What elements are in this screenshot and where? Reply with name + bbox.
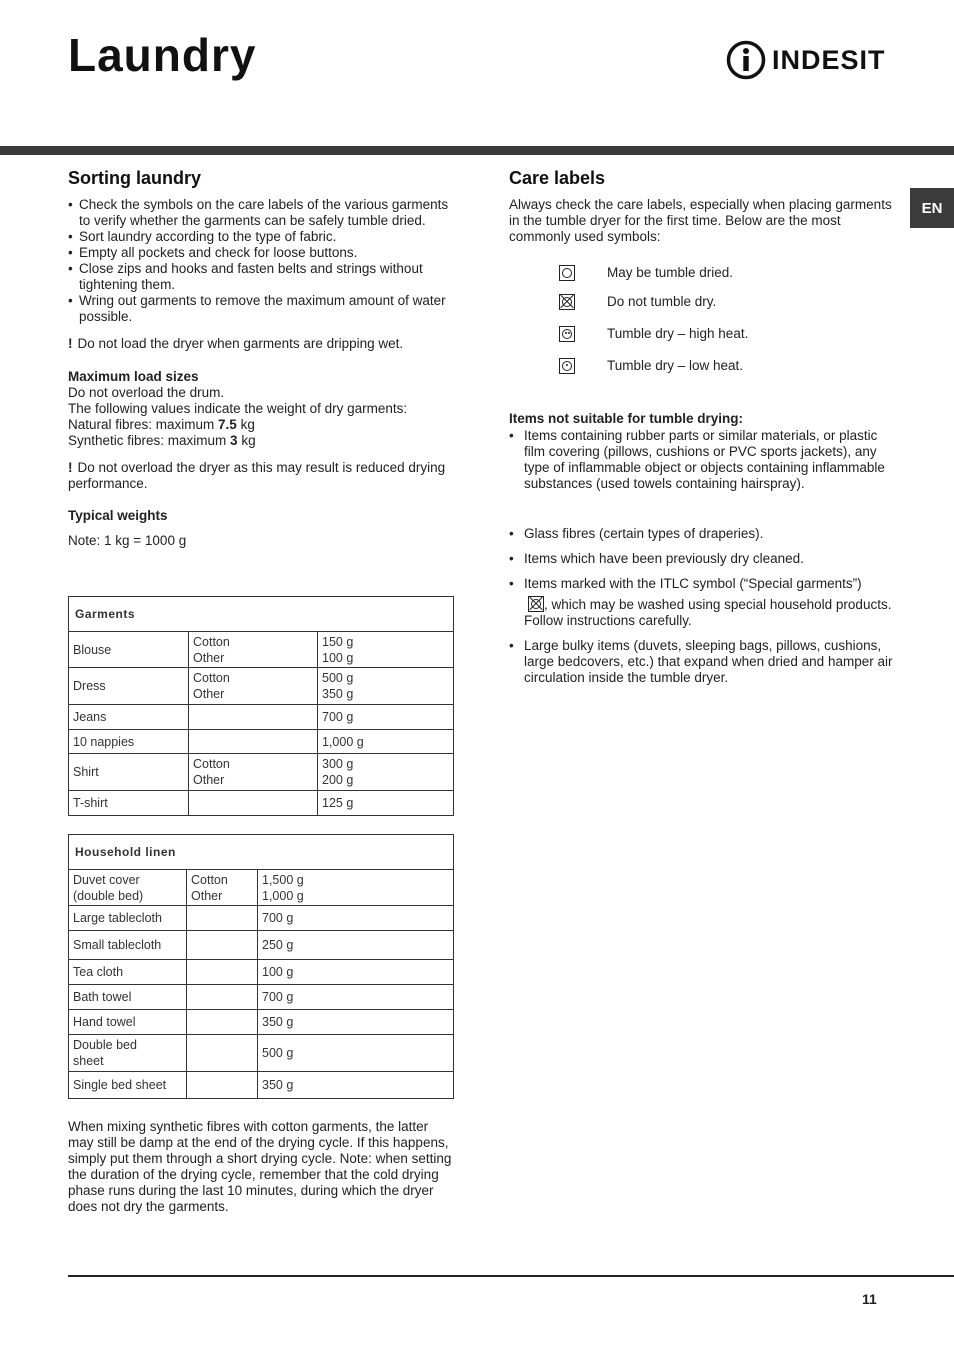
page-title: Laundry — [68, 29, 257, 81]
list-item: • Items containing rubber parts or similar materials, or plastic film covering (pillows, cushions or PVC sports jackets), any type of inflammable object or objects containing inflammable substances (used towels containing hairspray). — [509, 428, 899, 492]
list-item — [509, 576, 899, 629]
tumble-dry-icon — [559, 265, 575, 281]
item-cell: Hand towel — [69, 1010, 187, 1035]
fabric-cell — [189, 730, 318, 754]
weight-cell: 100 g — [258, 960, 454, 985]
brand-logo — [726, 40, 886, 80]
natural-unit: kg — [236, 417, 255, 432]
section-heading: Care labels — [509, 168, 606, 188]
table-row — [69, 985, 454, 1010]
table-row — [69, 754, 454, 791]
item-cell: Large tablecloth — [69, 906, 187, 931]
weight-value: 150 g — [322, 634, 354, 649]
weight-cell — [258, 870, 454, 906]
fabric-value: Other — [193, 773, 225, 787]
symbol-label: Tumble dry – high heat. — [607, 325, 749, 341]
typical-weights-note: Note: 1 kg = 1000 g — [68, 533, 187, 548]
item-cell: Shirt — [69, 754, 189, 791]
synthetic-fibres-line — [68, 433, 454, 449]
do-not-tumble-dry-icon — [559, 294, 575, 310]
item-value: Duvet cover — [73, 872, 140, 887]
symbol-label: Do not tumble dry. — [607, 293, 717, 309]
weight-cell: 700 g — [318, 705, 454, 730]
not-suitable-heading: Items not suitable for tumble drying: — [509, 411, 744, 426]
mixing-note: When mixing synthetic fibres with cotton garments, the latter may still be damp at the end of the drying cycle. If this happens, simply put them through a short drying cycle. Note: when setting the duration of the drying cycle, remember that the cold drying phase runs during the last 10 minutes, during which the dryer does not dry the garments. — [68, 1119, 452, 1214]
weight-value: 500 g — [322, 671, 354, 685]
item-value: (double bed) — [73, 888, 144, 903]
max-load-heading: Maximum load sizes — [68, 369, 199, 384]
warning-text: Do not load the dryer when garments are dripping wet. — [77, 336, 404, 351]
list-item: • Glass fibres (certain types of draperies). — [509, 526, 899, 542]
warning-mark: ! — [68, 460, 73, 475]
table-row — [69, 668, 454, 705]
fabric-cell — [187, 1035, 258, 1072]
symbol-row — [559, 258, 899, 287]
fabric-cell — [187, 1010, 258, 1035]
item-cell: 10 nappies — [69, 730, 189, 754]
item-cell: Bath towel — [69, 985, 187, 1010]
item-cell: Jeans — [69, 705, 189, 730]
item-cell — [69, 870, 187, 906]
list-item: • Items which have been previously dry cleaned. — [509, 551, 899, 567]
table-row — [69, 906, 454, 931]
max-load-line: The following values indicate the weight of dry garments: — [68, 401, 408, 416]
symbol-label: Tumble dry – low heat. — [607, 357, 744, 373]
list-item: • Close zips and hooks and fasten belts and strings without tightening them. — [68, 261, 454, 293]
table-row — [69, 1072, 454, 1099]
fabric-cell — [187, 960, 258, 985]
item-cell: Blouse — [69, 632, 189, 668]
indesit-logo-icon — [726, 40, 766, 80]
table-header: Garments — [69, 597, 454, 632]
weight-cell: 700 g — [258, 906, 454, 931]
household-linen-table — [68, 834, 454, 1099]
table-row — [69, 960, 454, 985]
fabric-value: Cotton — [193, 757, 230, 771]
item-cell: T-shirt — [69, 791, 189, 816]
sorting-bullets — [68, 197, 454, 325]
table-row — [69, 1010, 454, 1035]
weight-value: 1,000 g — [262, 888, 304, 903]
typical-weights-heading: Typical weights — [68, 508, 168, 523]
weight-value: 1,500 g — [262, 872, 304, 887]
list-item: • Check the symbols on the care labels of the various garments to verify whether the garments can be safely tumble dried. — [68, 197, 454, 229]
weight-cell: 350 g — [258, 1072, 454, 1099]
weight-cell: 350 g — [258, 1010, 454, 1035]
symbol-row — [559, 351, 899, 380]
fabric-cell — [189, 668, 318, 705]
tumble-dry-high-heat-icon — [559, 326, 575, 342]
item-cell: Dress — [69, 668, 189, 705]
weight-cell — [318, 632, 454, 668]
language-tab: EN — [910, 188, 954, 228]
fabric-value: Other — [193, 687, 225, 701]
symbol-row — [559, 316, 899, 351]
table-row — [69, 931, 454, 960]
synthetic-unit: kg — [237, 433, 256, 448]
weight-cell — [318, 668, 454, 705]
list-item: • Empty all pockets and check for loose buttons. — [68, 245, 454, 261]
fabric-value: Cotton — [193, 634, 230, 649]
warning-text: Do not overload the dryer as this may result is reduced drying performance. — [68, 460, 446, 491]
max-load-line: Do not overload the drum. — [68, 385, 225, 400]
item-value: Double bed — [73, 1038, 137, 1052]
fabric-value: Other — [191, 888, 223, 903]
table-row — [69, 705, 454, 730]
symbol-row — [559, 287, 899, 316]
fabric-cell — [187, 906, 258, 931]
weight-cell: 700 g — [258, 985, 454, 1010]
brand-wordmark: INDESIT — [772, 44, 886, 75]
weight-cell: 250 g — [258, 931, 454, 960]
weight-value: 300 g — [322, 757, 354, 771]
table-row — [69, 791, 454, 816]
special-garments-icon — [528, 596, 544, 612]
table-row — [69, 632, 454, 668]
item-cell — [69, 1035, 187, 1072]
care-labels-section — [509, 170, 899, 686]
tumble-dry-low-heat-icon — [559, 358, 575, 374]
list-item: • Sort laundry according to the type of fabric. — [68, 229, 454, 245]
synthetic-value: 3 — [230, 433, 238, 448]
item-cell: Small tablecloth — [69, 931, 187, 960]
weight-value: 100 g — [322, 650, 354, 665]
warning-overload — [68, 460, 454, 492]
fabric-cell — [187, 985, 258, 1010]
natural-value: 7.5 — [218, 417, 237, 432]
fabric-value: Other — [193, 650, 225, 665]
table-row — [69, 870, 454, 906]
symbol-list — [509, 258, 899, 380]
item-value: sheet — [73, 1054, 104, 1068]
weight-cell — [318, 754, 454, 791]
section-heading: Sorting laundry — [68, 168, 202, 188]
care-intro: Always check the care labels, especially when placing garments in the tumble dryer for the first time. Below are the most commonly used symbols: — [509, 197, 892, 244]
fabric-cell — [187, 931, 258, 960]
symbol-label: May be tumble dried. — [607, 264, 734, 280]
fabric-cell — [187, 870, 258, 906]
warning-mark: ! — [68, 336, 73, 351]
fabric-cell — [189, 632, 318, 668]
garments-table — [68, 596, 454, 816]
natural-label: Natural fibres: maximum — [68, 417, 219, 432]
fabric-cell — [189, 791, 318, 816]
weight-cell: 125 g — [318, 791, 454, 816]
fabric-value: Cotton — [193, 671, 230, 685]
itlc-text: Items marked with the ITLC symbol (“Special garments”) — [524, 576, 862, 591]
list-item: • Wring out garments to remove the maximum amount of water possible. — [68, 293, 454, 325]
weight-cell: 1,000 g — [318, 730, 454, 754]
synthetic-label: Synthetic fibres: maximum — [68, 433, 231, 448]
list-item: • Large bulky items (duvets, sleeping bags, pillows, cushions, large bedcovers, etc.) that expand when dried and hamper air circulation inside the tumble dryer. — [509, 638, 899, 686]
fabric-cell — [187, 1072, 258, 1099]
fabric-cell — [189, 754, 318, 791]
warning-wet — [68, 336, 454, 352]
table-row — [69, 1035, 454, 1072]
item-cell: Tea cloth — [69, 960, 187, 985]
fabric-cell — [189, 705, 318, 730]
sorting-laundry-section — [68, 170, 454, 549]
weight-value: 200 g — [322, 773, 354, 787]
item-cell: Single bed sheet — [69, 1072, 187, 1099]
table-row — [69, 730, 454, 754]
header-divider — [0, 146, 954, 155]
footer-divider — [68, 1275, 954, 1277]
not-suitable-list — [509, 428, 899, 686]
itlc-text: , which may be washed using special household products. Follow instructions carefully. — [524, 597, 892, 628]
natural-fibres-line — [68, 417, 454, 433]
table-header: Household linen — [69, 835, 454, 870]
weight-value: 350 g — [322, 687, 354, 701]
page-number: 11 — [862, 1291, 877, 1307]
fabric-value: Cotton — [191, 872, 228, 887]
weight-cell: 500 g — [258, 1035, 454, 1072]
max-load-block — [68, 369, 454, 449]
